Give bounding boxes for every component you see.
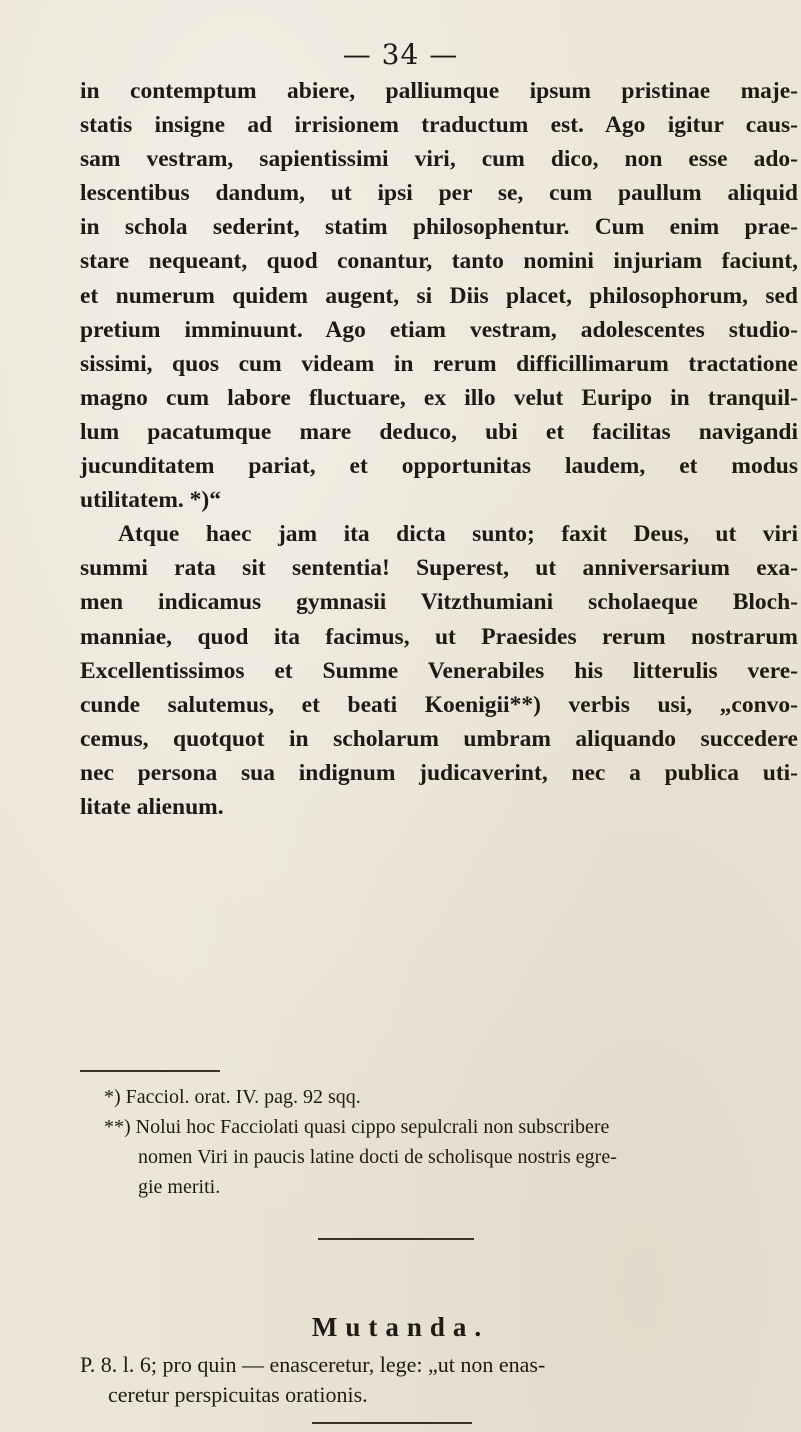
text-line: in schola sederint, statim philosophentur. Cum enim prae- [80, 214, 798, 241]
footnote-divider [80, 1070, 220, 1072]
text-line: manniae, quod ita facimus, ut Praesides rerum nostrarum [80, 623, 798, 650]
end-divider [312, 1422, 472, 1424]
erratum-line: ceretur perspicuitas orationis. [108, 1382, 368, 1407]
footnote-2-continuation: gie meriti. [138, 1176, 221, 1198]
text-line: sissimi, quos cum videam in rerum difficillimarum tractatione [80, 350, 798, 377]
text-line: et numerum quidem augent, si Diis placet, philosophorum, sed [80, 282, 798, 309]
text-line: lescentibus dandum, ut ipsi per se, cum paullum aliquid [80, 180, 798, 207]
main-text [80, 74, 798, 824]
footnote-2: **) Nolui hoc Facciolati quasi cippo sepulcrali non subscribere [104, 1116, 610, 1138]
footnotes [80, 1082, 798, 1202]
text-line: magno cum labore fluctuare, ex illo velut Euripo in tranquil- [80, 384, 798, 411]
text-line: in contemptum abiere, palliumque ipsum pristinae maje- [80, 78, 798, 104]
text-line: jucunditatem pariat, et opportunitas laudem, et modus [80, 453, 798, 480]
footnote-2-continuation: nomen Viri in paucis latine docti de scholisque nostris egre- [138, 1146, 617, 1168]
footnote-1: *) Facciol. orat. IV. pag. 92 sqq. [104, 1086, 361, 1108]
text-line: summi rata sit sententia! Superest, ut anniversarium exa- [80, 555, 798, 582]
mutanda-heading: Mutanda. [311, 1312, 490, 1342]
text-line: sam vestram, sapientissimi viri, cum dico, non esse ado- [80, 146, 798, 173]
text-line: Excellentissimos et Summe Venerabiles his litterulis vere- [80, 657, 798, 684]
text-line: cunde salutemus, et beati Koenigii**) verbis usi, „convo- [80, 691, 798, 718]
text-line: statis insigne ad irrisionem traductum est. Ago igitur caus- [80, 112, 798, 139]
text-line: stare nequeant, quod conantur, tanto nomini injuriam faciunt, [80, 248, 798, 275]
text-line: litate alienum. [80, 793, 224, 820]
erratum-line: P. 8. l. 6; pro quin — enasceretur, lege: „ut non enas- [80, 1352, 546, 1377]
mutanda-section [80, 1350, 798, 1410]
text-line: Atque haec jam ita dicta sunto; faxit Deus, ut viri [118, 521, 798, 548]
text-line: men indicamus gymnasii Vitzthumiani scholaeque Bloch- [80, 589, 798, 616]
text-line: cemus, quotquot in scholarum umbram aliquando succedere [80, 725, 798, 752]
text-line: lum pacatumque mare deduco, ubi et facilitas navigandi [80, 418, 798, 445]
section-divider [318, 1238, 474, 1240]
text-line: utilitatem. *)“ [80, 487, 221, 514]
page-number: — 34 — [342, 38, 459, 71]
text-line: pretium imminuunt. Ago etiam vestram, adolescentes studio- [80, 316, 798, 343]
text-line: nec persona sua indignum judicaverint, nec a publica uti- [80, 759, 798, 786]
